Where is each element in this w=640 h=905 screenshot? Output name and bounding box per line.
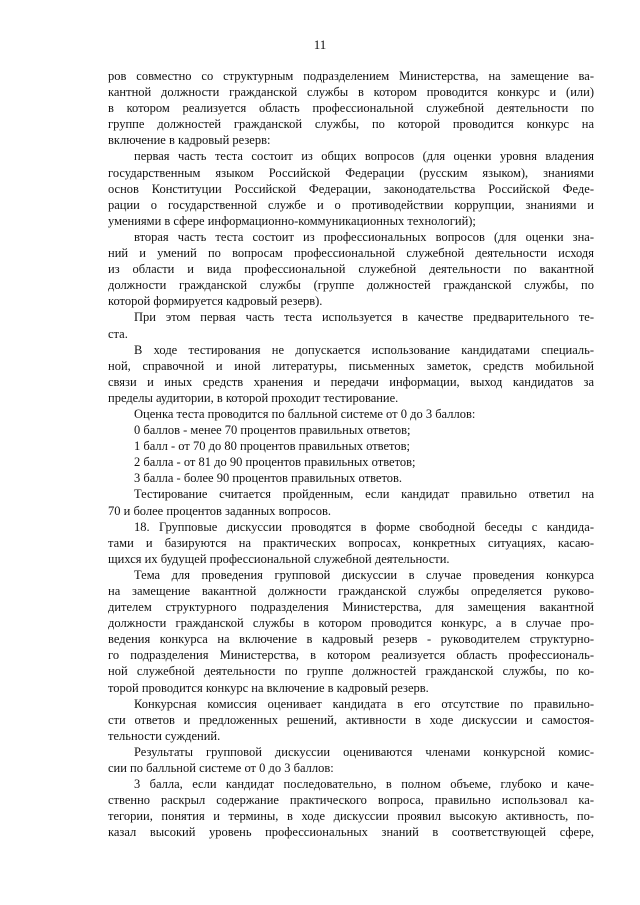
text-line: Тема для проведения групповой дискуссии в случае проведения конкурса xyxy=(134,567,594,582)
text-line: должности гражданской службы (группе должностей гражданской службы, по xyxy=(108,278,594,293)
text-line: рации о государственной службе и о противодействии коррупции, знаниями и xyxy=(108,197,594,212)
text-line: государственным языком Российской Федерации (русским языком), знаниями xyxy=(108,165,594,180)
paragraph xyxy=(108,438,594,454)
text-line: 1 балл - от 70 до 80 процентов правильных ответов; xyxy=(134,439,410,454)
text-line: включение в кадровый резерв: xyxy=(108,133,271,148)
text-line: должности гражданской службы в котором проводится конкурс, а в случае про- xyxy=(108,616,594,631)
text-line: ной, справочной и иной литературы, письменных заметок, средств мобильной xyxy=(108,358,594,373)
text-line: ственно раскрыл содержание практического вопроса, правильно использовал ка- xyxy=(108,793,594,808)
text-line: 3 балла - более 90 процентов правильных ответов. xyxy=(134,471,403,486)
text-line: При этом первая часть теста используется в качестве предварительного те- xyxy=(134,310,594,325)
paragraph xyxy=(108,309,594,341)
text-line: торой проводится конкурс на включение в кадровый резерв. xyxy=(108,680,429,695)
paragraph xyxy=(108,696,594,744)
text-line: го подразделения Министерства, в котором реализуется область профессиональ- xyxy=(108,648,594,663)
paragraph xyxy=(108,486,594,518)
text-line: Оценка теста проводится по балльной системе от 0 до 3 баллов: xyxy=(134,406,476,421)
paragraph xyxy=(108,342,594,406)
text-line: кантной должности гражданской службы в котором проводится конкурс и (или) xyxy=(108,85,594,100)
text-line: ста. xyxy=(108,326,128,341)
text-line: сии по балльной системе от 0 до 3 баллов: xyxy=(108,761,334,776)
text-line: ний и умений по вопросам профессиональной служебной деятельности исходя xyxy=(108,246,594,261)
text-line: 18. Групповые дискуссии проводятся в форме свободной беседы с кандида- xyxy=(134,519,594,534)
text-line: щихся их будущей профессиональной служебной деятельности. xyxy=(108,551,450,566)
text-line: первая часть теста состоит из общих вопросов (для оценки уровня владения xyxy=(134,149,594,164)
paragraph xyxy=(108,406,594,422)
text-line: из области и вида профессиональной служебной деятельности по вакантной xyxy=(108,262,594,277)
paragraph xyxy=(108,776,594,840)
text-line: сти ответов и предложенных решений, активности в ходе дискуссии и самостоя- xyxy=(108,712,594,727)
text-line: тегории, понятия и термины, в ходе дискуссии проявил высокую активность, по- xyxy=(108,809,594,824)
text-line: группе должностей гражданской службы, по которой проводится конкурс на xyxy=(108,117,594,132)
paragraph xyxy=(108,68,594,148)
text-line: тельности суждений. xyxy=(108,728,221,743)
text-line: 3 балла, если кандидат последовательно, в полном объеме, глубоко и каче- xyxy=(134,777,594,792)
paragraph xyxy=(108,470,594,486)
text-line: умениями в сфере информационно-коммуникационных технологий); xyxy=(108,213,476,228)
text-line: В ходе тестирования не допускается использование кандидатами специаль- xyxy=(134,342,594,357)
paragraph xyxy=(108,148,594,228)
text-line: Результаты групповой дискуссии оцениваются членами конкурсной комис- xyxy=(134,744,594,759)
text-line: Тестирование считается пройденным, если кандидат правильно ответил на xyxy=(134,487,594,502)
text-line: Конкурсная комиссия оценивает кандидата в его отсутствие по правильно- xyxy=(134,696,594,711)
text-line: основ Конституции Российской Федерации, законодательства Российской Феде- xyxy=(108,181,594,196)
text-line: 0 баллов - менее 70 процентов правильных ответов; xyxy=(134,423,411,438)
text-line: 70 и более процентов заданных вопросов. xyxy=(108,503,331,518)
text-line: тами и базируются на практических вопросах, конкретных ситуациях, касаю- xyxy=(108,535,594,550)
text-line: ной служебной деятельности по группе должностей гражданской службы, по ко- xyxy=(108,664,594,679)
text-line: ров совместно со структурным подразделением Министерства, на замещение ва- xyxy=(108,69,594,83)
paragraph xyxy=(108,454,594,470)
text-line: пределы аудитории, в которой проходит тестирование. xyxy=(108,390,399,405)
text-line: 2 балла - от 81 до 90 процентов правильных ответов; xyxy=(134,455,416,470)
text-line: ведения конкурса на включение в кадровый резерв - руководителем структурно- xyxy=(108,632,594,647)
paragraph xyxy=(108,519,594,567)
text-line: казал высокий уровень профессиональных знаний в соответствующей сфере, xyxy=(108,825,594,840)
text-line: связи и иных средств хранения и передачи информации, выход кандидатов за xyxy=(108,374,594,389)
text-line: на замещение вакантной должности гражданской службы определяется руково- xyxy=(108,584,594,598)
text-line: в котором реализуется область профессиональной служебной деятельности по xyxy=(108,101,594,116)
text-line: которой формируется кадровый резерв). xyxy=(108,294,323,309)
paragraph xyxy=(108,744,594,776)
body-text xyxy=(108,68,594,841)
paragraph xyxy=(108,229,594,309)
paragraph xyxy=(108,422,594,438)
page-number: 11 xyxy=(313,37,327,52)
text-line: дителем структурного подразделения Министерства, для замещения вакантной xyxy=(108,600,594,615)
paragraph xyxy=(108,567,594,696)
text-line: вторая часть теста состоит из профессиональных вопросов (для оценки зна- xyxy=(134,229,594,244)
